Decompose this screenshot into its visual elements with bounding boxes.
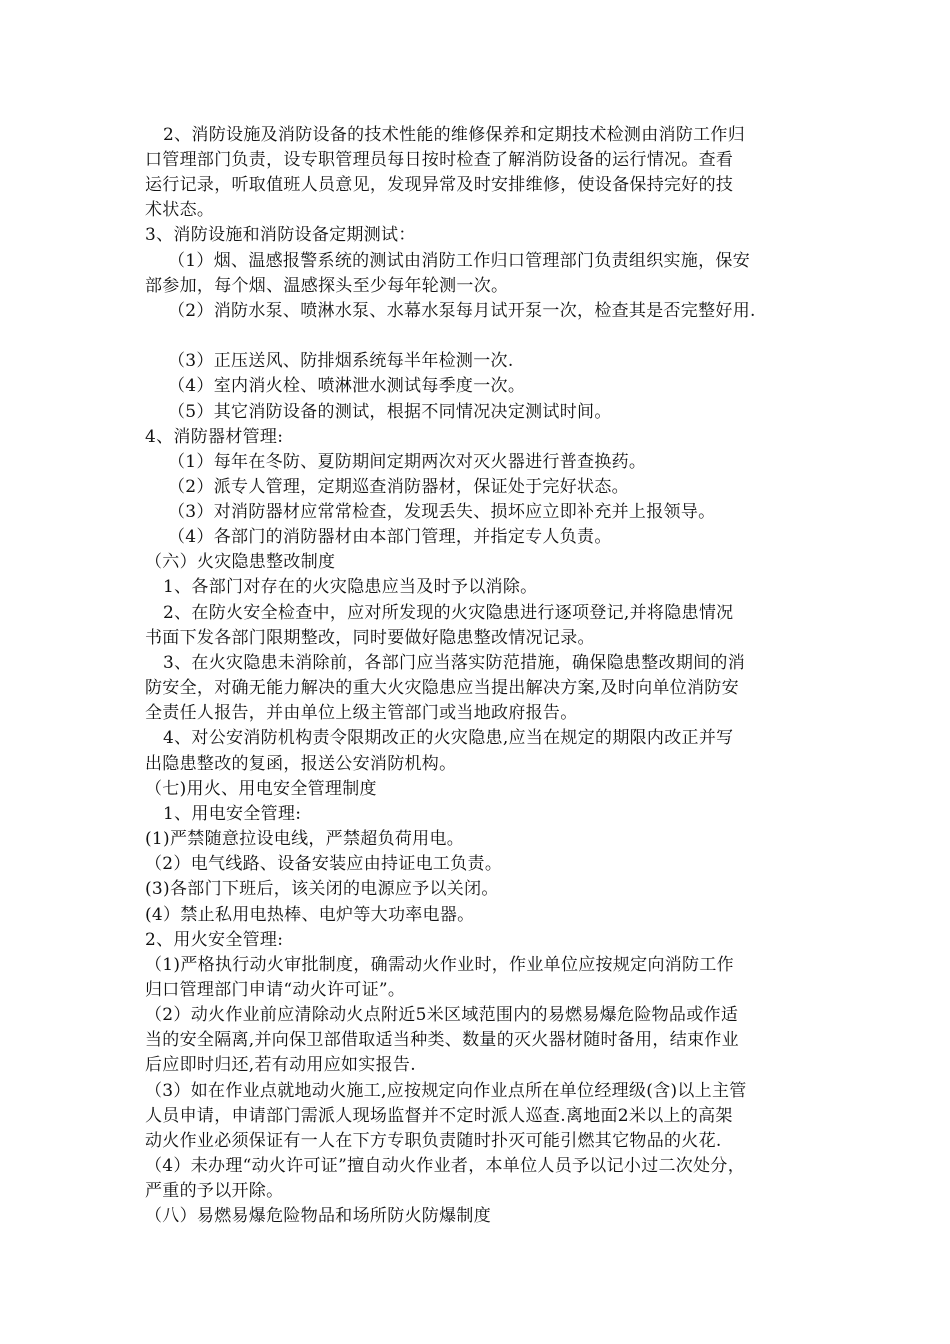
text-line: 归口管理部门申请“动火许可证”。: [145, 980, 406, 1000]
text-line: （3）如在作业点就地动火施工,应按规定向作业点所在单位经理级(含)以上主管: [145, 1081, 747, 1101]
text-line: (1)严禁随意拉设电线，严禁超负荷用电。: [145, 829, 465, 849]
text-line: （2）电气线路、设备安装应由持证电工负责。: [145, 854, 503, 874]
text-line: （2）派专人管理，定期巡查消防器材，保证处于完好状态。: [168, 477, 629, 497]
text-line: （2）动火作业前应清除动火点附近5米区域范围内的易燃易爆危险物品或作适: [145, 1005, 739, 1025]
text-line: 当的安全隔离,并向保卫部借取适当种类、数量的灭火器材随时备用，结束作业: [145, 1030, 739, 1050]
text-line: (4）禁止私用电热棒、电炉等大功率电器。: [145, 905, 475, 925]
text-line: （2）消防水泵、喷淋水泵、水幕水泵每月试开泵一次，检查其是否完整好用.: [168, 301, 756, 321]
text-line: （4）各部门的消防器材由本部门管理，并指定专人负责。: [168, 527, 612, 547]
text-line: （1)严格执行动火审批制度，确需动火作业时，作业单位应按规定向消防工作: [145, 955, 734, 975]
text-line: 后应即时归还,若有动用应如实报告.: [145, 1055, 416, 1075]
text-line: （3）对消防器材应常常检查，发现丢失、损坏应立即补充并上报领导。: [168, 502, 716, 522]
text-line: 口管理部门负责，设专职管理员每日按时检查了解消防设备的运行情况。查看: [145, 150, 734, 170]
text-line: 动火作业必须保证有一人在下方专职负责随时扑灭可能引燃其它物品的火花.: [145, 1131, 722, 1151]
text-line: 书面下发各部门限期整改，同时要做好隐患整改情况记录。: [145, 628, 595, 648]
text-line: 全责任人报告，并由单位上级主管部门或当地政府报告。: [145, 703, 578, 723]
text-line: 术状态。: [145, 200, 215, 220]
text-line: （1）烟、温感报警系统的测试由消防工作归口管理部门负责组织实施，保安: [168, 251, 751, 271]
text-line: （六）火灾隐患整改制度: [145, 552, 336, 572]
text-line: （七)用火、用电安全管理制度: [145, 779, 377, 799]
text-line: 1、用电安全管理:: [163, 804, 302, 824]
text-line: 2、消防设施及消防设备的技术性能的维修保养和定期技术检测由消防工作归: [163, 125, 746, 145]
text-line: 人员申请，申请部门需派人现场监督并不定时派人巡查.离地面2米以上的高架: [145, 1106, 733, 1126]
text-line: 3、在火灾隐患未消除前，各部门应当落实防范措施，确保隐患整改期间的消: [163, 653, 746, 673]
text-line: （4）未办理“动火许可证”擅自动火作业者，本单位人员予以记小过二次处分，: [145, 1156, 745, 1176]
text-line: 2、在防火安全检查中，应对所发现的火灾隐患进行逐项登记,并将隐患情况: [163, 603, 734, 623]
text-line: （八）易燃易爆危险物品和场所防火防爆制度: [145, 1206, 491, 1226]
text-line: 防安全，对确无能力解决的重大火灾隐患应当提出解决方案,及时向单位消防安: [145, 678, 739, 698]
text-line: 严重的予以开除。: [145, 1181, 284, 1201]
text-line: （4）室内消火栓、喷淋泄水测试每季度一次。: [168, 376, 526, 396]
text-line: （5）其它消防设备的测试，根据不同情况决定测试时间。: [168, 402, 612, 422]
text-line: （1）每年在冬防、夏防期间定期两次对灭火器进行普查换药。: [168, 452, 647, 472]
text-line: 1、各部门对存在的火灾隐患应当及时予以消除。: [163, 577, 538, 597]
text-line: 4、消防器材管理:: [145, 427, 284, 447]
text-line: 部参加，每个烟、温感探头至少每年轮测一次。: [145, 276, 509, 296]
text-line: （3）正压送风、防排烟系统每半年检测一次.: [168, 351, 514, 371]
text-line: 运行记录，听取值班人员意见，发现异常及时安排维修，使设备保持完好的技: [145, 175, 734, 195]
text-line: 2、用火安全管理:: [145, 930, 284, 950]
text-line: 3、消防设施和消防设备定期测试：: [145, 225, 416, 245]
text-line: (3)各部门下班后，该关闭的电源应予以关闭。: [145, 879, 499, 899]
text-line: 4、对公安消防机构责令限期改正的火灾隐患,应当在规定的期限内改正并写: [163, 728, 734, 748]
text-line: 出隐患整改的复函，报送公安消防机构。: [145, 754, 457, 774]
